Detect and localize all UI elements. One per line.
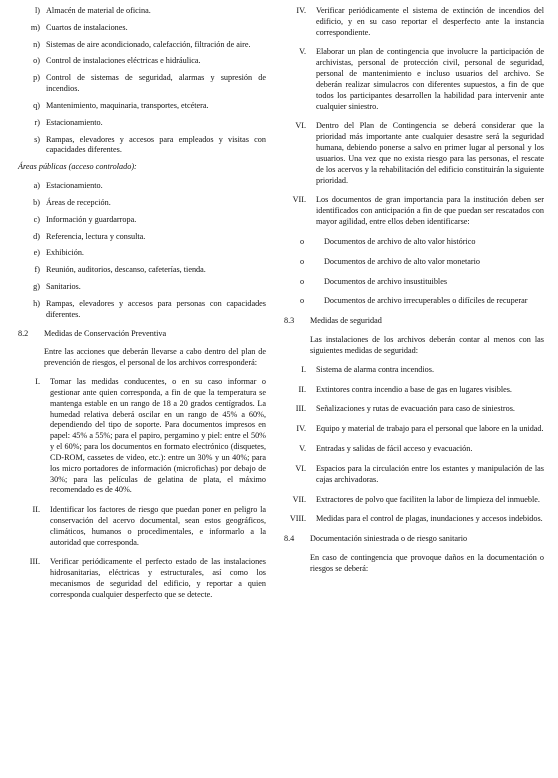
item-marker: n) [33,39,40,49]
item-marker: I. [35,377,40,387]
item-text: Equipo y material de trabajo para el personal que labore en la unidad. [316,424,544,434]
item-marker: VI. [295,463,306,473]
priority-documents-list [284,237,544,307]
section-8-4-intro: En caso de contingencia que provoque daños en la documentación o riesgos se deberá: [310,552,544,573]
item-text: Sistemas de aire acondicionado, calefacción, filtración de aire. [46,39,251,49]
public-areas-list [18,181,266,320]
bullet-circle-icon: o [300,296,305,306]
facility-areas-list [18,6,266,156]
item-marker: f) [34,265,40,275]
section-8-2-intro: Entre las acciones que deberán llevarse a cabo dentro del plan de prevención de riesgos, el personal de los archivos corresponderá: [44,347,266,368]
list-item [284,365,544,376]
item-text: Reunión, auditorios, descanso, cafeterías, tienda. [46,265,206,275]
list-item [18,101,266,112]
item-text: Medidas para el control de plagas, inundaciones y accesos indebidos. [316,514,543,524]
item-text: Señalizaciones y rutas de evacuación para caso de siniestros. [316,404,515,414]
list-item [284,404,544,415]
section-8-2-heading [18,329,266,340]
item-marker: g) [33,282,40,292]
right-column [284,6,544,583]
item-text: Identificar los factores de riesgo que puedan poner en peligro la conservación del acervo documental, sean estos geográficos, climáticos, humanos o procedimentales, e informarlo a la autoridad que corresponda. [50,505,266,547]
item-text: Espacios para la circulación entre los estantes y manipulación de las cajas archivadoras. [316,463,544,484]
section-title: Medidas de Conservación Preventiva [44,328,167,338]
item-marker: I. [301,364,306,374]
item-text: Referencia, lectura y consulta. [46,231,146,241]
list-item [18,505,266,548]
item-text: Rampas, elevadores y accesos para empleados y visitas con capacidades diferentes. [46,134,266,155]
list-item [18,73,266,95]
preventive-measures-list [18,377,266,601]
list-item [284,424,544,435]
item-text: Control de instalaciones eléctricas e hidráulica. [46,56,201,66]
list-item [18,557,266,600]
item-marker: b) [33,197,40,207]
item-marker: III. [29,557,40,567]
item-marker: a) [33,181,40,191]
section-8-3-heading [284,316,544,327]
item-marker: h) [33,298,40,308]
item-text: Los documentos de gran importancia para la institución deben ser identificados con anticipación a fin de que puedan ser rescatados con mayor agilidad, entre ellos deben identificarse: [316,195,544,227]
item-marker: V. [299,444,306,454]
list-item [284,514,544,525]
item-marker: c) [33,214,40,224]
list-item [18,282,266,293]
list-item [18,6,266,17]
list-item [18,23,266,34]
item-marker: s) [34,134,40,144]
bullet-text: Documentos de archivo insustituibles [324,276,448,286]
item-marker: II. [32,505,40,515]
list-item [284,495,544,506]
list-item [284,6,544,38]
bullet-item [300,277,544,288]
item-text: Extractores de polvo que faciliten la labor de limpieza del inmueble. [316,494,540,504]
item-marker: e) [33,248,40,258]
list-item [18,40,266,51]
list-item [18,377,266,496]
section-8-4-heading [284,534,544,545]
security-measures-list [284,365,544,525]
list-item [18,265,266,276]
list-item [18,215,266,226]
item-text: Información y guardarropa. [46,214,137,224]
item-marker: VII. [292,494,306,504]
list-item [18,232,266,243]
bullet-circle-icon: o [300,276,305,286]
bullet-item [300,237,544,248]
item-text: Cuartos de instalaciones. [46,22,128,32]
item-marker: VIII. [289,514,306,524]
item-text: Elaborar un plan de contingencia que involucre la participación de archivistas, personal de protección civil, personal de seguridad, personal de mantenimiento e incluso usuarios del archivo. Se deberán realizar simulacros con diferentes supuestos, a fin de que todos los participantes desarrollen la habilidad para intervenir ante cualquier siniestro. [316,47,544,111]
list-item [18,299,266,321]
item-marker: II. [298,384,306,394]
item-marker: l) [34,6,40,15]
list-item [18,198,266,209]
item-text: Estacionamiento. [46,181,103,191]
item-text: Control de sistemas de seguridad, alarmas y supresión de incendios. [46,73,266,94]
item-marker: III. [295,404,306,414]
item-text: Almacén de material de oficina. [46,6,151,15]
list-item [284,121,544,186]
item-marker: VI. [295,121,306,131]
list-item [18,181,266,192]
list-item [284,385,544,396]
section-title: Documentación siniestrada o de riesgo sanitario [310,534,468,544]
section-number: 8.2 [18,328,29,338]
item-text: Tomar las medidas conducentes, o en su caso informar o gestionar ante quien corresponda, a fin de que la temperatura se mantenga estable en un rango de 18 a 20 grados centígrados. La humedad relativa deberá oscilar en un rango de 45% a 60%, dependiendo del tipo de soporte. Para documentos impresos en papel: 45% a 55%; para el papiro, pergamino y piel: entre el 50% y el 60%; para los documentos en formato electrónico (disquetes, CD-ROM, cassetes de video, etc.): entre un 30% y un 40%; para los micro portadores de información (microfichas) por debajo de 30%; para las películas de gelatina de plata, el máximo recomendado es de 40%. [50,377,266,495]
item-text: Estacionamiento. [46,117,103,127]
list-item [284,444,544,455]
list-item [18,118,266,129]
item-marker: VII. [292,195,306,205]
bullet-text: Documentos de archivo irrecuperables o difíciles de recuperar [324,296,528,306]
list-item [284,464,544,486]
bullet-text: Documentos de archivo de alto valor histórico [324,236,476,246]
item-text: Dentro del Plan de Contingencia se deberá considerar que la prioridad más importante ante cualquier desastre será la seguridad humana, debiendo ponerse a salvo en primer lugar al personal y los usuarios. Una vez que no exista riesgo para las personas, el rescate de los acervos y la rehabilitación del edificio constituirán la siguiente prioridad. [316,121,544,185]
item-text: Rampas, elevadores y accesos para personas con capacidades diferentes. [46,298,266,319]
item-marker: o) [33,56,40,66]
item-text: Áreas de recepción. [46,197,111,207]
section-title: Medidas de seguridad [310,316,382,326]
item-marker: V. [299,47,306,57]
item-text: Extintores contra incendio a base de gas en lugares visibles. [316,384,512,394]
list-item [18,248,266,259]
list-item [18,56,266,67]
item-marker: m) [30,22,40,32]
item-text: Verificar periódicamente el perfecto estado de las instalaciones hidrosanitarias, eléctricas y estructurales, así como los mecanismos de seguridad del edificio, y reportar a quien corresponda cualquier desperfecto que se detecte. [50,557,266,599]
preventive-measures-list-continued [284,6,544,228]
list-item [18,135,266,157]
list-item [284,195,544,227]
public-areas-heading: Áreas públicas (acceso controlado): [18,162,137,172]
bullet-circle-icon: o [300,256,305,266]
bullet-text: Documentos de archivo de alto valor monetario [324,256,480,266]
item-marker: IV. [296,6,306,15]
section-number: 8.3 [284,316,295,326]
section-number: 8.4 [284,534,295,544]
item-text: Sanitarios. [46,282,81,292]
item-text: Entradas y salidas de fácil acceso y evacuación. [316,444,473,454]
item-marker: IV. [296,424,306,434]
item-text: Exhibición. [46,248,84,258]
item-marker: r) [34,117,40,127]
left-column [18,6,266,610]
list-item [284,47,544,112]
item-marker: d) [33,231,40,241]
bullet-item [300,257,544,268]
item-text: Sistema de alarma contra incendios. [316,364,434,374]
bullet-circle-icon: o [300,236,305,246]
item-marker: p) [33,73,40,83]
item-text: Mantenimiento, maquinaria, transportes, etcétera. [46,100,209,110]
bullet-item [300,296,544,307]
item-marker: q) [33,100,40,110]
section-8-3-intro: Las instalaciones de los archivos deberán contar al menos con las siguientes medidas de seguridad: [310,335,544,355]
item-text: Verificar periódicamente el sistema de extinción de incendios del edificio, y en su caso reportar el desperfecto ante la instancia correspondiente. [316,6,544,37]
